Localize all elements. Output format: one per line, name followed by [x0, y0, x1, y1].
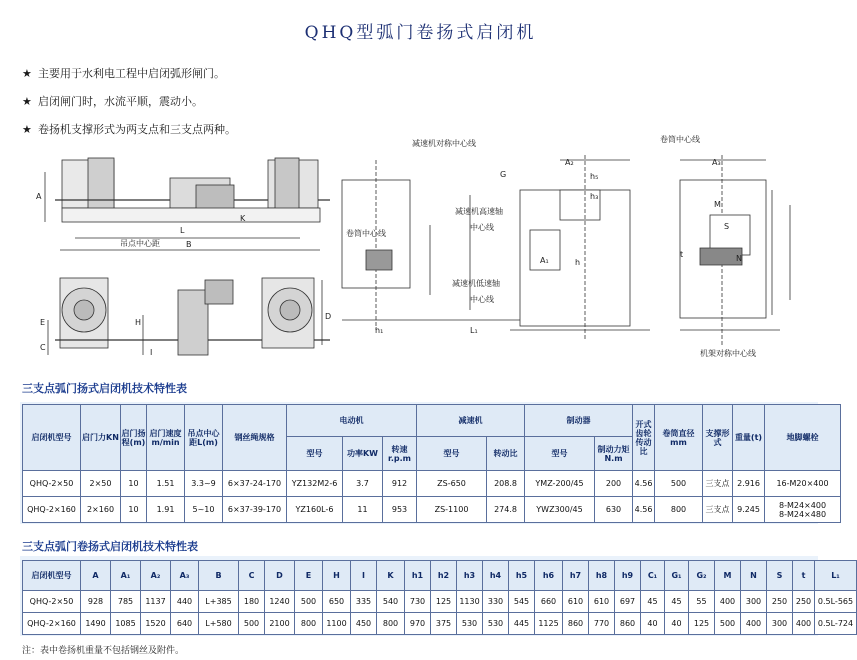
table2-header-cell: h9 [615, 561, 641, 591]
table2-header-cell: N [741, 561, 767, 591]
table2-cell: 530 [483, 613, 509, 635]
feature-item: ★ 卷扬机支撑形式为两支点和三支点两种。 [22, 123, 236, 136]
table2-cell: 860 [615, 613, 641, 635]
label-reducer-center: 减速机对称中心线 [412, 139, 476, 148]
th-force: 启门力KN [81, 405, 121, 471]
table2-header-cell: A₁ [111, 561, 141, 591]
th-brake: 制动器 [525, 405, 633, 437]
table-cell-lift-point: 5~10 [185, 497, 223, 523]
table2-cell: 697 [615, 591, 641, 613]
table2-cell: 2100 [265, 613, 295, 635]
table-cell-motor-speed: 912 [383, 471, 417, 497]
label-dim-m: M [714, 200, 721, 209]
table-row [23, 471, 841, 497]
table-cell-support: 三支点 [703, 497, 733, 523]
th-support: 支撑形式 [703, 405, 733, 471]
table-cell-lift: 10 [121, 497, 147, 523]
table2-cell: 500 [715, 613, 741, 635]
th-rope: 钢丝绳规格 [223, 405, 287, 471]
table2-header-cell: A [81, 561, 111, 591]
table-cell-motor-power: 11 [343, 497, 383, 523]
table-row [23, 613, 857, 635]
feature-item: ★ 主要用于水利电工程中启闭弧形闸门。 [22, 67, 225, 80]
table-cell-brake-model: YWZ300/45 [525, 497, 595, 523]
table2-header-cell: E [295, 561, 323, 591]
table2-cell: 440 [171, 591, 199, 613]
table2-header-cell: h6 [535, 561, 563, 591]
label-dim-d: D [325, 312, 332, 321]
table2-cell: 45 [641, 591, 665, 613]
table2-cell: 125 [431, 591, 457, 613]
th-motor: 电动机 [287, 405, 417, 437]
label-dim-a: A [36, 192, 42, 201]
th-lift: 启门扬程(m) [121, 405, 147, 471]
table2-cell: 45 [665, 591, 689, 613]
table2-header-cell: H [323, 561, 351, 591]
table2-cell: 730 [405, 591, 431, 613]
th-brake-model: 型号 [525, 437, 595, 471]
table-cell-motor-speed: 953 [383, 497, 417, 523]
table-cell-lift-point: 3.3~9 [185, 471, 223, 497]
th-motor-model: 型号 [287, 437, 343, 471]
th-drum-dia: 卷筒直径mm [655, 405, 703, 471]
table2-cell: 250 [767, 591, 793, 613]
table-cell-speed: 1.51 [147, 471, 185, 497]
label-dim-t: t [680, 250, 684, 259]
label-dim-s: S [724, 222, 730, 231]
table2-cell: 970 [405, 613, 431, 635]
table2-header-cell: h4 [483, 561, 509, 591]
table-cell-gear-ratio: 4.56 [633, 497, 655, 523]
label-dim-l1: L₁ [470, 326, 478, 335]
label-drum-center-top: 卷筒中心线 [660, 135, 700, 144]
label-dim-h3: h₃ [590, 192, 599, 201]
table2-cell: 450 [351, 613, 377, 635]
table-row [23, 591, 857, 613]
th-reducer: 减速机 [417, 405, 525, 437]
table-cell-reducer-ratio: 274.8 [487, 497, 525, 523]
table2-header-cell: L₁ [815, 561, 857, 591]
table2-header-cell: B [199, 561, 239, 591]
table2-header-cell: 启闭机型号 [23, 561, 81, 591]
table2-cell: 55 [689, 591, 715, 613]
spec-table-1 [22, 404, 841, 523]
table2-cell: 0.5L-565 [815, 591, 857, 613]
table2-cell: 400 [793, 613, 815, 635]
th-reducer-model: 型号 [417, 437, 487, 471]
label-dim-k: K [240, 214, 246, 223]
table-cell-bolts: 16-M20×400 [765, 471, 841, 497]
label-dim-g: G [500, 170, 507, 179]
label-lift-point-center: 吊点中心距 [120, 239, 160, 248]
label-center-line-a: 中心线 [470, 223, 494, 232]
star-icon: ★ [22, 95, 32, 108]
table2-cell: 40 [641, 613, 665, 635]
table2-cell: 125 [689, 613, 715, 635]
table-row [23, 497, 841, 523]
label-dim-n: N [736, 254, 742, 263]
table2-header-cell: M [715, 561, 741, 591]
spec-table-2 [22, 560, 857, 635]
table2-header-cell: A₂ [141, 561, 171, 591]
table2-header-cell: t [793, 561, 815, 591]
table2-cell: 770 [589, 613, 615, 635]
table2-cell: 500 [239, 613, 265, 635]
table2-cell: 660 [535, 591, 563, 613]
table2-cell: 300 [741, 591, 767, 613]
table-cell-drum-dia: 500 [655, 471, 703, 497]
label-center-line-b: 中心线 [470, 295, 494, 304]
th-motor-power: 功率KW [343, 437, 383, 471]
table-cell-lift: 10 [121, 471, 147, 497]
table2-cell: 800 [377, 613, 405, 635]
label-dim-h5: h₅ [590, 172, 599, 181]
table2-header-cell: G₁ [665, 561, 689, 591]
table-cell-weight: 2.916 [733, 471, 765, 497]
table2-cell: 335 [351, 591, 377, 613]
table2-cell: 1137 [141, 591, 171, 613]
th-weight: 重量(t) [733, 405, 765, 471]
table2-cell: 1125 [535, 613, 563, 635]
table2-header-cell: h7 [563, 561, 589, 591]
table-cell-force: 2×160 [81, 497, 121, 523]
table2-cell: 330 [483, 591, 509, 613]
th-brake-torque: 制动力矩N.m [595, 437, 633, 471]
label-dim-l: L [180, 226, 185, 235]
table2-cell: QHQ-2×50 [23, 591, 81, 613]
table-cell-gear-ratio: 4.56 [633, 471, 655, 497]
table-cell-support: 三支点 [703, 471, 733, 497]
table2-cell: 530 [457, 613, 483, 635]
table2-header-cell: K [377, 561, 405, 591]
th-model: 启闭机型号 [23, 405, 81, 471]
table-cell-brake-model: YMZ-200/45 [525, 471, 595, 497]
label-reducer-low-shaft: 减速机低速轴 [452, 279, 500, 288]
table2-cell: 40 [665, 613, 689, 635]
table2-cell: 400 [741, 613, 767, 635]
feature-item: ★ 启闭闸门时，水流平顺，震动小。 [22, 95, 203, 108]
table2-header-cell: G₂ [689, 561, 715, 591]
table-cell-motor-model: YZ160L-6 [287, 497, 343, 523]
label-dim-i: I [150, 348, 153, 357]
page-title: QHQ型弧门卷扬式启闭机 [304, 23, 537, 43]
table-cell-reducer-ratio: 208.8 [487, 471, 525, 497]
label-dim-h1: h₁ [375, 326, 384, 335]
footnote: 注：表中卷扬机重量不包括钢丝及附件。 [22, 646, 185, 656]
technical-drawing [0, 130, 841, 370]
table2-cell: 610 [589, 591, 615, 613]
table2-cell: 1520 [141, 613, 171, 635]
table-cell-brake-torque: 200 [595, 471, 633, 497]
th-bolts: 地脚螺栓 [765, 405, 841, 471]
table2-cell: 1240 [265, 591, 295, 613]
table2-header-cell: I [351, 561, 377, 591]
label-frame-center: 机架对称中心线 [700, 349, 756, 358]
label-drum-center: 卷筒中心线 [346, 229, 386, 238]
label-dim-e: E [40, 318, 46, 327]
table2-cell: 300 [767, 613, 793, 635]
table-cell-weight: 9.245 [733, 497, 765, 523]
table2-cell: 445 [509, 613, 535, 635]
table-cell-reducer-model: ZS-1100 [417, 497, 487, 523]
label-dim-c: C [40, 343, 46, 352]
table2-header-cell: S [767, 561, 793, 591]
table2-cell: 785 [111, 591, 141, 613]
table-cell-rope: 6×37-39-170 [223, 497, 287, 523]
table2-cell: 250 [793, 591, 815, 613]
table2-cell: 860 [563, 613, 589, 635]
table2-cell: 928 [81, 591, 111, 613]
table2-cell: 545 [509, 591, 535, 613]
table2-cell: QHQ-2×160 [23, 613, 81, 635]
table2-cell: 0.5L-724 [815, 613, 857, 635]
star-icon: ★ [22, 67, 32, 80]
table2-title: 三支点弧门卷扬式启闭机技术特性表 [22, 540, 198, 553]
label-reducer-high-shaft: 减速机高速轴 [455, 207, 503, 216]
table-cell-motor-model: YZ132M2-6 [287, 471, 343, 497]
table2-header-cell: A₃ [171, 561, 199, 591]
table-cell-drum-dia: 800 [655, 497, 703, 523]
table2-cell: L+385 [199, 591, 239, 613]
th-gear-ratio: 开式齿轮传动比 [633, 405, 655, 471]
table2-header-cell: h5 [509, 561, 535, 591]
table2-cell: 1490 [81, 613, 111, 635]
table2-header-cell: h1 [405, 561, 431, 591]
table-cell-motor-power: 3.7 [343, 471, 383, 497]
table2-cell: 500 [295, 591, 323, 613]
table2-cell: 400 [715, 591, 741, 613]
table-cell-model: QHQ-2×50 [23, 471, 81, 497]
table2-header-cell: C₁ [641, 561, 665, 591]
table-cell-rope: 6×37-24-170 [223, 471, 287, 497]
label-dim-h: H [135, 318, 142, 327]
table1-title: 三支点弧门扬式启闭机技术特性表 [22, 382, 187, 395]
label-dim-a2: A₂ [565, 158, 574, 167]
table2-cell: L+580 [199, 613, 239, 635]
th-reducer-ratio: 转动比 [487, 437, 525, 471]
table-cell-reducer-model: ZS-650 [417, 471, 487, 497]
table2-header-cell: h2 [431, 561, 457, 591]
label-dim-h: h [575, 258, 581, 267]
table2-header-cell: C [239, 561, 265, 591]
table2-cell: 800 [295, 613, 323, 635]
table2-header-cell: h8 [589, 561, 615, 591]
label-dim-a3: A₃ [712, 158, 721, 167]
label-dim-b: B [186, 240, 192, 249]
table2-cell: 1130 [457, 591, 483, 613]
table-cell-model: QHQ-2×160 [23, 497, 81, 523]
table2-cell: 180 [239, 591, 265, 613]
table2-cell: 375 [431, 613, 457, 635]
table-cell-bolts: 8-M24×400 8-M24×480 [765, 497, 841, 523]
table2-cell: 1100 [323, 613, 351, 635]
table2-header-cell: D [265, 561, 295, 591]
label-dim-a1: A₁ [540, 256, 549, 265]
table-cell-force: 2×50 [81, 471, 121, 497]
table2-cell: 650 [323, 591, 351, 613]
table2-cell: 610 [563, 591, 589, 613]
table2-cell: 1085 [111, 613, 141, 635]
th-lift-point: 吊点中心距L(m) [185, 405, 223, 471]
table2-cell: 540 [377, 591, 405, 613]
th-motor-speed: 转速r.p.m [383, 437, 417, 471]
table-cell-brake-torque: 630 [595, 497, 633, 523]
table2-cell: 640 [171, 613, 199, 635]
table-cell-speed: 1.91 [147, 497, 185, 523]
star-icon: ★ [22, 123, 32, 136]
table2-header-cell: h3 [457, 561, 483, 591]
th-speed: 启门速度m/min [147, 405, 185, 471]
